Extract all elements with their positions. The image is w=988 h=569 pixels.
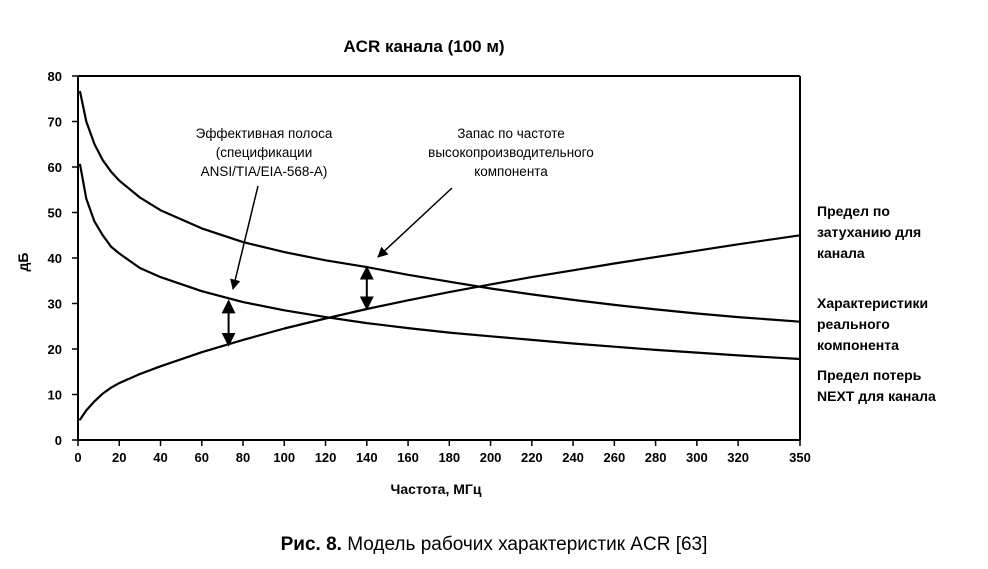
series-line-1	[80, 235, 800, 419]
x-axis-ticks	[74, 440, 810, 465]
x-tick-label: 60	[194, 450, 210, 465]
figure-caption	[0, 534, 988, 556]
annotation-1-text: (спецификации	[215, 145, 313, 160]
y-tick-label: 60	[47, 160, 62, 175]
legend	[817, 203, 936, 404]
x-tick-label: 300	[686, 450, 708, 465]
series-line-3	[80, 165, 800, 359]
y-tick-label: 30	[47, 296, 62, 312]
legend-label-1: Предел по	[817, 203, 890, 219]
x-tick-label: 20	[112, 450, 127, 465]
y-axis-label: дБ	[15, 252, 31, 272]
annotation-2-text: высокопроизводительного	[428, 145, 594, 160]
y-tick-label: 0	[54, 433, 62, 448]
x-tick-label: 260	[603, 450, 626, 465]
y-axis-ticks	[48, 69, 78, 448]
legend-label-2: компонента	[817, 337, 899, 353]
x-tick-label: 240	[562, 450, 584, 465]
caption-text: Модель рабочих характеристик ACR [63]	[341, 534, 708, 555]
x-tick-label: 350	[789, 450, 811, 465]
annotation-1-text: Эффективная полоса	[195, 126, 333, 141]
y-tick-label: 40	[47, 251, 62, 266]
annotation-2-pointer-arrow	[378, 188, 452, 257]
y-tick-label: 50	[47, 205, 62, 221]
x-tick-label: 100	[273, 450, 296, 465]
chart-title: ACR канала (100 м)	[343, 37, 505, 56]
x-tick-label: 140	[355, 450, 378, 465]
y-tick-label: 10	[47, 387, 62, 403]
legend-label-2: Характеристики	[817, 295, 929, 311]
x-tick-label: 180	[438, 450, 461, 465]
annotation-2-text: Запас по частоте	[457, 126, 565, 141]
y-tick-label: 70	[47, 114, 62, 130]
y-tick-label: 80	[47, 69, 62, 84]
x-tick-label: 320	[727, 450, 749, 465]
legend-label-2: реального	[817, 316, 890, 332]
caption-prefix: Рис. 8.	[280, 534, 342, 555]
x-tick-label: 0	[74, 450, 82, 465]
x-tick-label: 200	[479, 450, 502, 465]
x-tick-label: 280	[644, 450, 667, 465]
x-axis-label: Частота, МГц	[390, 481, 482, 497]
annotation-1-text: ANSI/TIA/EIA-568-A)	[200, 164, 328, 179]
series-lines	[80, 92, 800, 420]
x-tick-label: 40	[153, 450, 168, 465]
legend-label-1: затуханию для	[817, 224, 922, 240]
x-tick-label: 160	[397, 450, 419, 465]
legend-label-3: Предел потерь	[817, 367, 922, 383]
annotation-1-pointer-arrow	[233, 186, 258, 289]
y-tick-label: 20	[47, 342, 62, 357]
plot-frame	[78, 76, 800, 440]
legend-label-1: канала	[817, 245, 865, 261]
x-tick-label: 80	[235, 450, 251, 465]
legend-label-3: NEXT для канала	[817, 388, 936, 404]
annotation-2-text: компонента	[474, 164, 548, 179]
x-tick-label: 220	[520, 450, 543, 465]
x-tick-label: 120	[314, 450, 337, 465]
annotations	[196, 126, 594, 345]
